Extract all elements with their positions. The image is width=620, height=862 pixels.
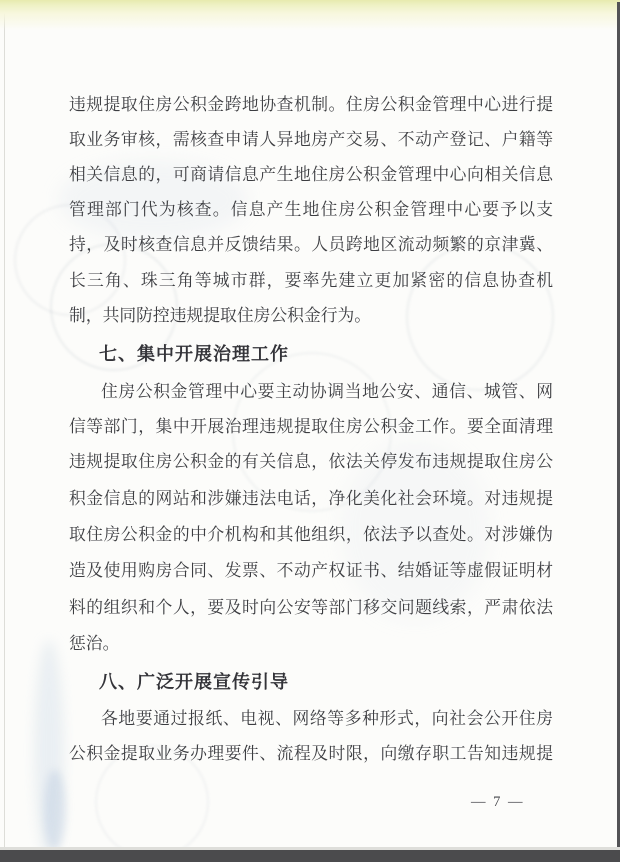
body-line: 料的组织和个人，要及时向公安等部门移交问题线索，严肃依法 [69,598,553,617]
body-line: 相关信息的，可商请信息产生地住房公积金管理中心向相关信息 [69,165,553,184]
body-line: 持，及时核查信息并反馈结果。人员跨地区流动频繁的京津冀、 [69,235,553,254]
body-line: 惩治。 [69,634,120,653]
body-line: 取业务审核，需核查申请人异地房产交易、不动产登记、户籍等 [69,130,553,149]
page-number: — 7 — [471,794,525,810]
section-heading-8: 八、广泛开展宣传引导 [99,672,289,692]
body-line: 各地要通过报纸、电视、网络等多种形式，向社会公开住房 [101,709,553,728]
body-line: 住房公积金管理中心要主动协调当地公安、通信、城管、网 [101,382,553,401]
body-line: 违规提取住房公积金的有关信息，依法关停发布违规提取住房公 [69,452,553,471]
body-line: 积金信息的网站和涉嫌违法电话，净化美化社会环境。对违规提 [69,489,553,508]
scan-smudge [44,770,66,850]
scan-smudge [34,640,64,860]
body-line: 取住房公积金的中介机构和其他组织，依法予以查处。对涉嫌伪 [69,525,553,544]
body-line: 造及使用购房合同、发票、不动产权证书、结婚证等虚假证明材 [69,561,553,580]
body-line: 信等部门，集中开展治理违规提取住房公积金工作。要全面清理 [69,417,553,436]
body-line: 公积金提取业务办理要件、流程及时限，向缴存职工告知违规提 [69,744,553,763]
seal-bleed-through-mark [406,243,554,391]
body-line: 管理部门代为核查。信息产生地住房公积金管理中心要予以支 [69,200,553,219]
body-line: 违规提取住房公积金跨地协查机制。住房公积金管理中心进行提 [69,95,553,114]
section-heading-7: 七、集中开展治理工作 [99,344,289,364]
scan-edge-bottom [0,850,620,862]
body-line: 制，共同防控违规提取住房公积金行为。 [69,306,372,325]
body-line: 长三角、珠三角等城市群，要率先建立更加紧密的信息协查机 [69,271,553,290]
scan-tint-top [0,0,620,32]
scan-edge-left [4,0,5,850]
